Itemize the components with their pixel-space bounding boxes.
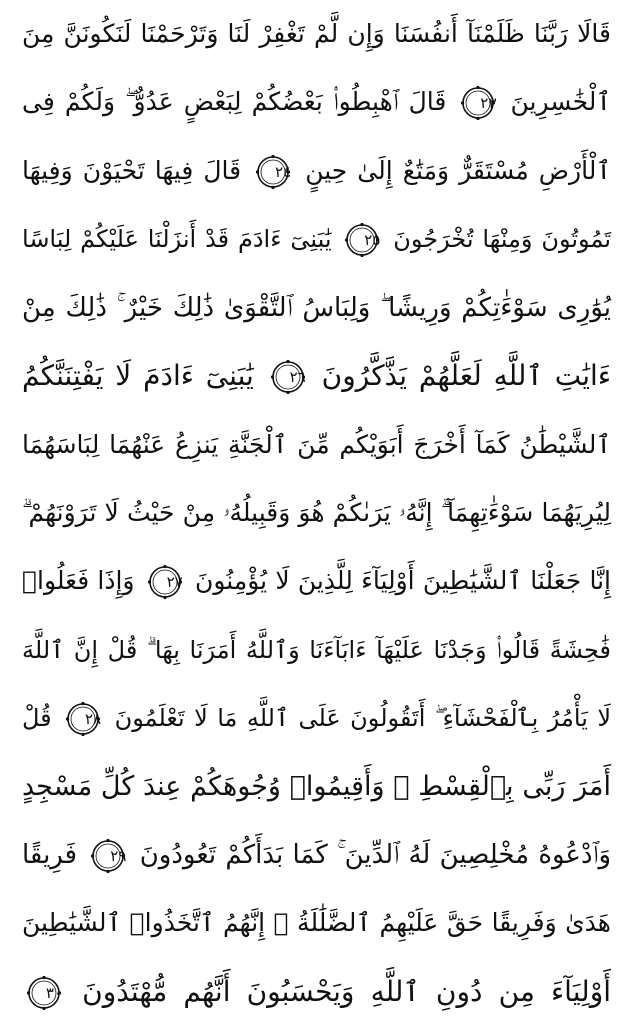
- ayah-number-marker: [147, 564, 183, 600]
- verse-line: [22, 827, 611, 883]
- ayah-number: ٢٤: [275, 162, 292, 181]
- verse-text: لَا يَأْمُرُ بِٱلْفَحْشَآءِ ۖ أَتَقُولُونَ عَلَى ٱللَّهِ مَا لَا تَعْلَمُونَ: [114, 704, 612, 733]
- verse-line: [22, 622, 611, 678]
- ayah-number: ٢٥: [364, 231, 381, 250]
- verse-text: ٱلْخَٰسِرِينَ: [510, 87, 611, 117]
- verse-text: ٱلشَّيْطَٰنُ كَمَآ أَخْرَجَ أَبَوَيْكُم مِّنَ ٱلْجَنَّةِ يَنزِعُ عَنْهُمَا لِبَاسَهُمَا: [22, 429, 611, 459]
- ayah-number: ٢٧: [166, 573, 183, 592]
- ayah-number: ٢٩: [110, 846, 127, 865]
- ayah-number-marker: [270, 359, 306, 395]
- ayah-number-marker: [26, 975, 62, 1011]
- verse-text: يَٰبَنِىٓ ءَادَمَ لَا يَفْتِنَنَّكُمُ: [22, 359, 254, 393]
- verse-line: [22, 485, 611, 541]
- verse-line: [22, 211, 611, 267]
- verse-text: وَإِذَا فَعَلُوا۟: [22, 566, 135, 596]
- verse-text: هَدَىٰ وَفَرِيقًا حَقَّ عَلَيْهِمُ ٱلضَّلَٰلَةُ ۗ إِنَّهُمُ ٱتَّخَذُوا۟ ٱلشَّيَٰطِينَ: [22, 908, 611, 938]
- verse-line: [22, 6, 611, 62]
- verse-line: [22, 280, 611, 336]
- verse-text: قَالَا رَبَّنَا ظَلَمْنَآ أَنفُسَنَا وَإِن لَّمْ تَغْفِرْ لَنَا وَتَرْحَمْنَا لَنَكُونَنَّ مِنَ: [22, 19, 611, 48]
- verse-line: [22, 759, 611, 815]
- verse-text: فَرِيقًا: [22, 840, 78, 871]
- ayah-number: ٢٦: [289, 368, 306, 387]
- verse-text: أَمَرَ رَبِّى بِٱلْقِسْطِ ۖ وَأَقِيمُوا۟ وُجُوهَكُمْ عِندَ كُلِّ مَسْجِدٍ: [22, 770, 611, 802]
- verse-text: تَمُوتُونَ وَمِنْهَا تُخْرَجُونَ: [393, 225, 611, 254]
- verse-text: قَالَ فِيهَا تَحْيَوْنَ وَفِيهَا: [22, 155, 242, 185]
- verse-line: [22, 895, 611, 951]
- verse-text: يُوَٰرِى سَوْءَٰتِكُمْ وَرِيشًا ۖ وَلِبَاسُ ٱلتَّقْوَىٰ ذَٰلِكَ خَيْرٌ ۚ ذَٰلِكَ مِنْ: [22, 292, 611, 323]
- ayah-number-marker: [344, 222, 380, 258]
- ayah-number-marker: [90, 838, 126, 874]
- verse-text: فَٰحِشَةً قَالُوا۟ وَجَدْنَا عَلَيْهَآ ءَابَآءَنَا وَٱللَّهُ أَمَرَنَا بِهَا ۗ قُلْ إِنَّ ٱللَّهَ: [22, 635, 611, 664]
- verse-text: ٱلْأَرْضِ مُسْتَقَرٌّ وَمَتَٰعٌ إِلَىٰ حِينٍ: [305, 155, 611, 185]
- verse-line: [22, 964, 611, 1020]
- verse-text: قُلْ: [22, 704, 52, 733]
- verse-line: [22, 143, 611, 199]
- verse-text: قَالَ ٱهْبِطُوا۟ بَعْضُكُمْ لِبَعْضٍ عَدُوٌّ ۖ وَلَكُمْ فِى: [22, 87, 447, 117]
- verse-text: يَٰبَنِىٓ ءَادَمَ قَدْ أَنزَلْنَا عَلَيْكُمْ لِبَاسًا: [22, 225, 332, 254]
- verse-line: [22, 348, 611, 404]
- ayah-number: ٢٨: [84, 710, 102, 729]
- ayah-number-marker: [460, 85, 496, 121]
- ayah-number-marker: [65, 701, 101, 737]
- verse-line: [22, 553, 611, 609]
- verse-line: [22, 417, 611, 473]
- verse-text: لِيُرِيَهُمَا سَوْءَٰتِهِمَآ ۗ إِنَّهُۥ يَرَىٰكُمْ هُوَ وَقَبِيلُهُۥ مِنْ حَيْثُ لَا تَرَوْنَهُمْ ۗ: [22, 497, 611, 527]
- ayah-number: ٣٠: [45, 983, 62, 1002]
- verse-text: أَوْلِيَآءَ مِن دُونِ ٱللَّهِ وَيَحْسَبُونَ أَنَّهُم مُّهْتَدُونَ: [82, 974, 611, 1008]
- verse-text: ءَايَٰتِ ٱللَّهِ لَعَلَّهُمْ يَذَّكَّرُونَ: [321, 359, 611, 393]
- verse-line: [22, 74, 611, 130]
- ayah-number-marker: [255, 154, 291, 190]
- verse-text: إِنَّا جَعَلْنَا ٱلشَّيَٰطِينَ أَوْلِيَآءَ لِلَّذِينَ لَا يُؤْمِنُونَ: [195, 566, 612, 596]
- ayah-number: ٢٣: [480, 94, 497, 113]
- verse-line: [22, 690, 611, 746]
- verse-text: وَٱدْعُوهُ مُخْلِصِينَ لَهُ ٱلدِّينَ ۚ كَمَا بَدَأَكُمْ تَعُودُونَ: [139, 840, 612, 871]
